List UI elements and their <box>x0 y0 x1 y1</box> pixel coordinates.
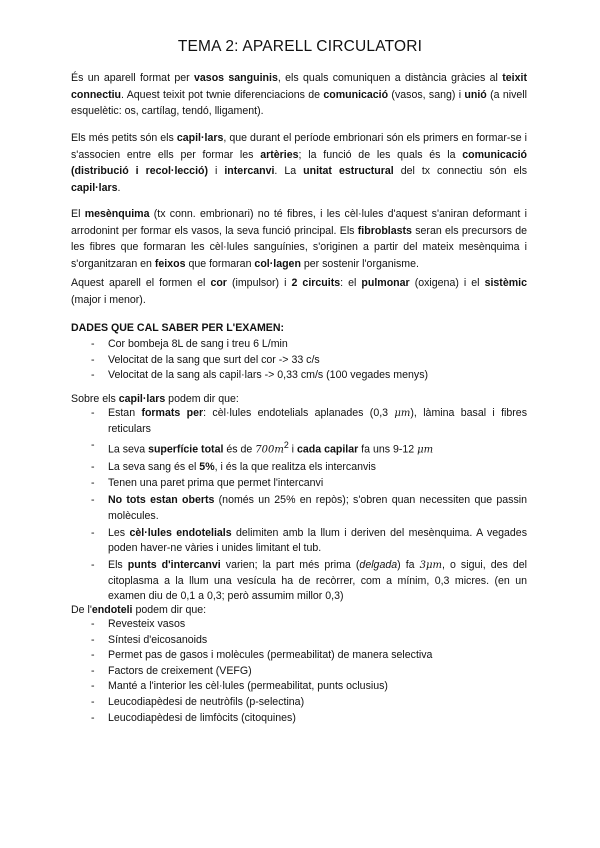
bold-term: 2 circuits <box>291 277 341 289</box>
text-run: delgada <box>359 559 398 571</box>
mesenchyme-paragraph <box>71 206 527 272</box>
bold-term: intercanvi <box>224 165 275 178</box>
text-run: delimiten amb la llum i deriven del mesènquima. A vegades poden haver-ne vàries i unides limitant el tub. <box>108 526 528 555</box>
endothelium-fact-item <box>71 664 527 680</box>
bold-term: unitat estructural <box>303 165 394 178</box>
text-run: ) fa <box>397 559 420 571</box>
endothelium-fact-item <box>71 648 527 664</box>
capillary-fact-item <box>71 438 527 458</box>
text-run: ), làmina basal i fibres reticulars <box>108 407 527 435</box>
endothelium-fact-item <box>71 617 527 633</box>
text-run: Manté a l'interior les cèl·lules (permeabilitat, punts oclusius) <box>108 680 388 693</box>
text-run: Síntesi d'eicosanoids <box>108 633 208 646</box>
bold-term: cada capilar <box>296 443 359 456</box>
bold-term: punts d'intercanvi <box>127 559 221 571</box>
text-run: que formaran <box>185 257 255 270</box>
exam-fact-item <box>71 337 527 353</box>
math-expression: 700m <box>255 444 284 456</box>
endothelium-fact-item <box>71 633 527 649</box>
bold-term: sistèmic <box>484 277 527 289</box>
bold-term: col·lagen <box>254 257 301 270</box>
text-run: La seva sang és el <box>108 460 200 473</box>
text-run: : cèl·lules endotelials aplanades (0,3 <box>203 407 395 419</box>
text-run: . <box>117 181 121 194</box>
text-run: i <box>288 443 297 456</box>
text-run: . Aquest teixit pot twnie diferenciacions de <box>121 88 324 101</box>
text-run: El <box>71 208 85 220</box>
endothelium-fact-item <box>71 711 527 727</box>
text-run: (només un 25% en repòs); s'obren quan necessiten que passin molècules. <box>108 494 527 522</box>
text-run: (major i menor). <box>71 293 146 306</box>
text-run: Estan <box>108 407 142 419</box>
bold-term: No tots estan oberts <box>108 494 215 507</box>
bold-term: cor <box>210 277 227 289</box>
capillaries-paragraph <box>71 130 527 196</box>
bold-term: comunicació <box>323 88 389 101</box>
math-expression: μm <box>394 408 411 419</box>
text-run: De l' <box>71 604 92 616</box>
capillary-fact-item <box>71 558 527 605</box>
exam-fact-item <box>71 353 527 369</box>
text-run: per sostenir l'organisme. <box>300 257 419 270</box>
exam-fact-item <box>71 368 527 384</box>
text-run: Aquest aparell el formen el <box>71 277 211 289</box>
bold-term: comunicació (distribució i recol·lecció) <box>71 148 527 178</box>
text-run: Els <box>108 559 128 571</box>
math-expression: μm <box>417 444 434 456</box>
capillary-fact-item <box>71 476 527 492</box>
text-run: seran els precursors de les fibres que formaran les cèl·lules sanguínies, s'originen a partir del mateix mesènquima i s'organitzaran en <box>71 224 528 270</box>
capillaries-list <box>71 406 527 606</box>
text-run: 2 <box>283 440 289 451</box>
exam-heading: DADES QUE CAL SABER PER L'EXAMEN: <box>71 322 285 334</box>
endothelium-fact-item <box>71 679 527 695</box>
intro-paragraph <box>71 70 527 120</box>
bold-term: unió <box>464 88 487 101</box>
bold-term: endoteli <box>91 604 133 616</box>
text-run: Leucodiapèdesi de limfòcits (citoquines) <box>108 711 296 724</box>
text-run: , els quals comuniquen a distància gràcies al <box>277 72 503 84</box>
bold-term: artèries <box>260 148 299 161</box>
bold-term: superfície total <box>148 443 224 456</box>
text-run: Les <box>108 526 130 539</box>
endothelium-fact-item <box>71 695 527 711</box>
heart-paragraph <box>71 275 527 308</box>
text-run: , que durant el període embrionari són els primers en formar-se i s'associen entre ells per formar les <box>71 132 528 161</box>
text-run: Tenen una paret prima que permet l'intercanvi <box>108 477 324 490</box>
text-run: , o sigui, des del citoplasma a la llum una vesícula ha de recòrrer, com a mínim, 0,3 micres. (en un examen diu de 0,1 a 0,3; però assumim millor 0,3) <box>108 559 527 603</box>
capillary-fact-item <box>71 460 527 476</box>
text-run: Permet pas de gasos i molècules (permeabilitat) de manera selectiva <box>108 649 433 662</box>
text-run: del tx connectiu són els <box>393 165 527 178</box>
bold-term: cèl·lules endotelials <box>129 526 232 539</box>
bold-term: mesènquima <box>84 208 150 220</box>
bold-term: formats per <box>141 407 204 419</box>
bold-term: 5% <box>199 460 215 473</box>
bold-term: pulmonar <box>361 277 410 289</box>
text-run: (vasos, sang) i <box>388 88 465 101</box>
text-run: ; la funció de les quals és la <box>298 148 463 161</box>
bold-term: vasos sanguinis <box>194 72 278 84</box>
text-run: (a nivell esquelètic: os, cartílag, tendó, lligament). <box>71 88 527 118</box>
capillary-fact-item <box>71 493 527 524</box>
text-run: És un aparell format per <box>71 72 195 84</box>
text-run: (impulsor) i <box>226 277 292 289</box>
text-run: , i és la que realitza els intercanvis <box>214 460 376 473</box>
bold-term: teixit connectiu <box>71 72 527 101</box>
bold-term: capil·lars <box>118 393 166 405</box>
text-run: Factors de creixement (VEFG) <box>108 664 252 677</box>
text-run: (oxigena) i el <box>409 277 485 289</box>
text-run: podem dir que: <box>165 393 239 405</box>
text-run: varien; la part més prima ( <box>220 559 360 571</box>
text-run: La seva <box>108 443 149 456</box>
text-run: Leucodiapèdesi de neutròfils (p-selectina) <box>108 695 305 708</box>
text-run: podem dir que: <box>132 604 207 616</box>
text-run: Velocitat de la sang que surt del cor -> 33 c/s <box>108 353 320 366</box>
bold-term: capil·lars <box>176 132 224 144</box>
text-run: Cor bombeja 8L de sang i treu 6 L/min <box>108 338 288 350</box>
text-run: (tx conn. embrionari) no té fibres, i les cèl·lules d'aquest s'aniran deformant i arrodonint per formar els vasos, la seva funció principal. Els <box>71 208 528 237</box>
page-title: TEMA 2: APARELL CIRCULATORI <box>177 38 423 55</box>
capillary-fact-item <box>71 406 527 437</box>
text-run: Els més petits són els <box>71 132 177 144</box>
text-run: Revesteix vasos <box>108 618 186 630</box>
bold-term: feixos <box>154 257 186 270</box>
text-run: i <box>208 165 225 178</box>
bold-term: fibroblasts <box>357 224 412 237</box>
exam-facts-list <box>71 337 527 384</box>
text-run: . La <box>274 165 304 178</box>
text-run: és de <box>223 443 256 456</box>
bold-term: capil·lars <box>71 181 118 194</box>
capillary-fact-item <box>71 526 527 557</box>
endothelium-list <box>71 617 527 726</box>
math-expression: 3μm <box>419 560 442 571</box>
text-run: : el <box>340 277 362 289</box>
text-run: fa uns 9-12 <box>358 443 418 456</box>
text-run: Sobre els <box>71 393 119 405</box>
text-run: Velocitat de la sang als capil·lars -> 0,33 cm/s (100 vegades menys) <box>108 369 429 382</box>
